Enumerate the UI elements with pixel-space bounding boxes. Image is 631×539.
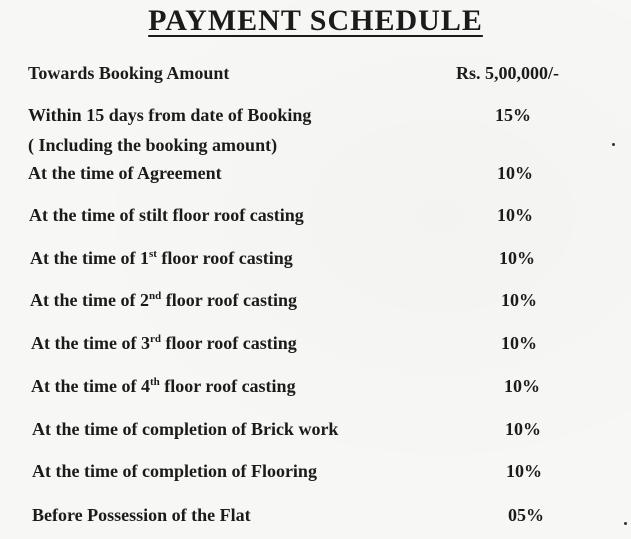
page-title <box>0 4 631 38</box>
schedule-row-within-15-days <box>0 105 631 129</box>
schedule-row-label: Towards Booking Amount <box>28 63 230 83</box>
schedule-row-value: 10% <box>501 290 537 310</box>
schedule-row-booking-amount <box>0 63 631 87</box>
schedule-row-label: Before Possession of the Flat <box>32 505 251 525</box>
page-title-text: PAYMENT SCHEDULE <box>148 4 483 37</box>
schedule-row-including-booking <box>0 135 631 159</box>
schedule-row-value: 10% <box>506 461 542 481</box>
schedule-row-value: 15% <box>495 105 531 125</box>
schedule-row-label: At the time of 4th floor roof casting <box>31 376 296 396</box>
schedule-row-1st-floor <box>0 248 631 272</box>
schedule-row-label: Within 15 days from date of Booking <box>28 105 312 125</box>
schedule-row-value: 10% <box>497 163 533 183</box>
schedule-row-value: 10% <box>499 248 535 268</box>
schedule-row-flooring <box>0 461 631 485</box>
schedule-row-value: 10% <box>505 419 541 439</box>
schedule-row-label: At the time of 2nd floor roof casting <box>30 290 298 310</box>
schedule-row-label: At the time of Agreement <box>28 163 222 183</box>
scan-speck <box>612 143 615 146</box>
schedule-row-value: 05% <box>508 505 544 525</box>
schedule-row-label: At the time of stilt floor roof casting <box>29 205 304 225</box>
schedule-row-label: At the time of 1st floor roof casting <box>30 248 293 268</box>
schedule-row-brick-work <box>0 419 631 443</box>
schedule-row-value: 10% <box>504 376 540 396</box>
scan-speck <box>624 522 627 525</box>
schedule-row-agreement <box>0 163 631 187</box>
schedule-row-possession <box>0 505 631 529</box>
schedule-row-3rd-floor <box>0 333 631 357</box>
schedule-row-4th-floor <box>0 376 631 400</box>
schedule-row-value: 10% <box>497 205 533 225</box>
schedule-row-2nd-floor <box>0 290 631 314</box>
schedule-row-label: ( Including the booking amount) <box>28 135 278 155</box>
schedule-row-label: At the time of completion of Flooring <box>32 461 317 481</box>
schedule-row-label: At the time of 3rd floor roof casting <box>31 333 297 353</box>
schedule-row-value: 10% <box>501 333 537 353</box>
schedule-row-value: Rs. 5,00,000/- <box>456 63 559 83</box>
schedule-row-stilt-floor <box>0 205 631 229</box>
schedule-row-label: At the time of completion of Brick work <box>32 419 339 439</box>
